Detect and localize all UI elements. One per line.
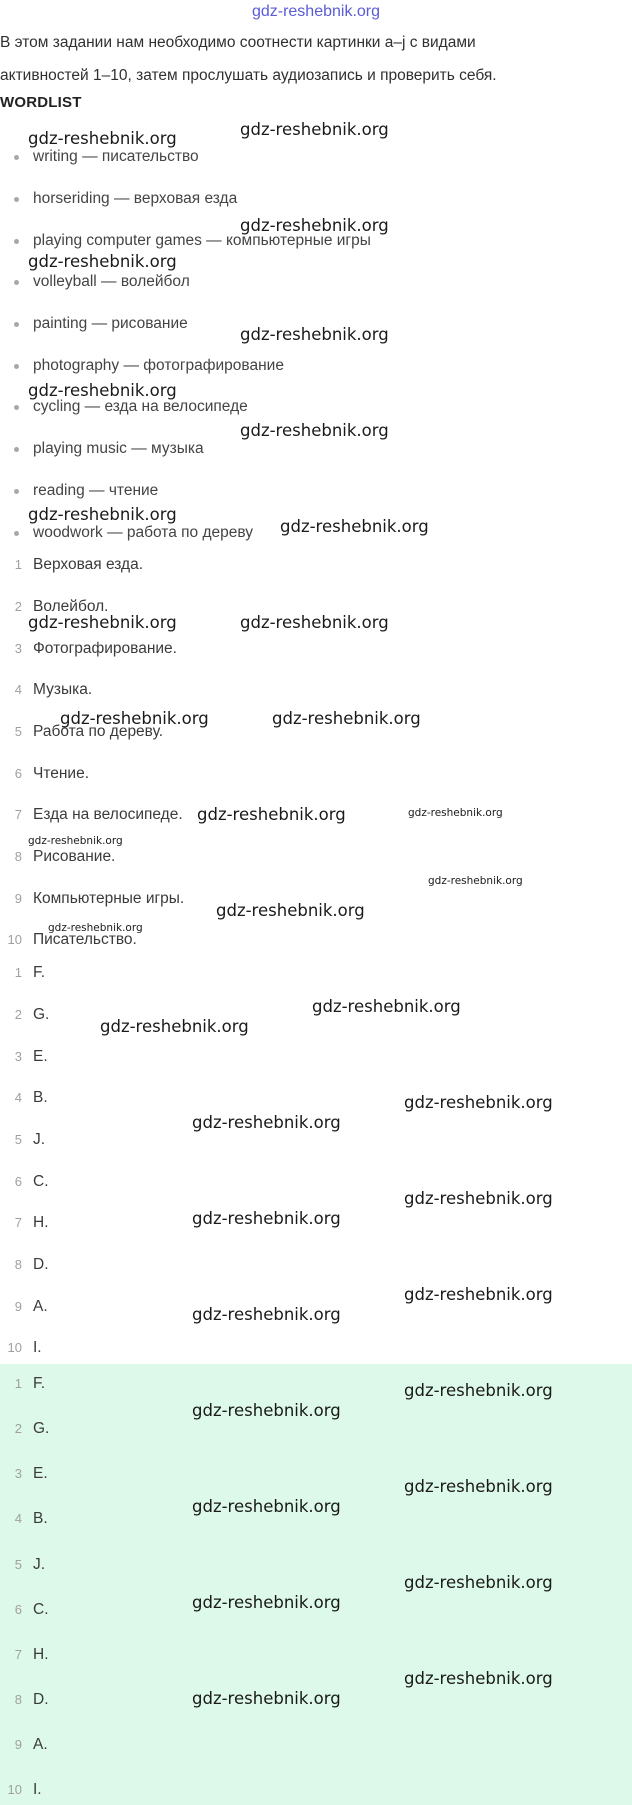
watermark: gdz-reshebnik.org <box>192 1209 341 1228</box>
bullet-icon <box>14 405 19 410</box>
watermark: gdz-reshebnik.org <box>192 1305 341 1324</box>
intro-line-1: В этом задании нам необходимо соотнести картинки a–j с видами <box>0 34 476 51</box>
watermark: gdz-reshebnik.org <box>312 997 461 1016</box>
wordlist-title: WORDLIST <box>0 94 82 111</box>
watermark: gdz-reshebnik.org <box>428 875 523 887</box>
bullet-icon <box>14 239 19 244</box>
watermark: gdz-reshebnik.org <box>28 381 177 400</box>
watermark: gdz-reshebnik.org <box>28 129 177 148</box>
watermark: gdz-reshebnik.org <box>240 216 389 235</box>
bullet-icon <box>14 489 19 494</box>
watermark: gdz-reshebnik.org <box>272 709 421 728</box>
watermark: gdz-reshebnik.org <box>240 120 389 139</box>
watermark: gdz-reshebnik.org <box>28 835 123 847</box>
watermark: gdz-reshebnik.org <box>28 252 177 271</box>
intro-line-2: активностей 1–10, затем прослушать аудиозапись и проверить себя. <box>0 67 497 84</box>
watermark: gdz-reshebnik.org <box>404 1285 553 1304</box>
watermark: gdz-reshebnik.org <box>216 901 365 920</box>
watermark: gdz-reshebnik.org <box>404 1381 553 1400</box>
watermark: gdz-reshebnik.org <box>280 517 429 536</box>
watermark: gdz-reshebnik.org <box>240 421 389 440</box>
watermark: gdz-reshebnik.org <box>404 1477 553 1496</box>
watermark: gdz-reshebnik.org <box>48 922 143 934</box>
watermark: gdz-reshebnik.org <box>28 613 177 632</box>
bullet-icon <box>14 364 19 369</box>
bullet-icon <box>14 322 19 327</box>
watermark: gdz-reshebnik.org <box>408 807 503 819</box>
watermark: gdz-reshebnik.org <box>240 613 389 632</box>
bullet-icon <box>14 197 19 202</box>
bullet-icon <box>14 280 19 285</box>
watermark: gdz-reshebnik.org <box>197 805 346 824</box>
intro-text <box>0 26 620 92</box>
watermark: gdz-reshebnik.org <box>404 1093 553 1112</box>
watermark: gdz-reshebnik.org <box>100 1017 249 1036</box>
site-link[interactable]: gdz-reshebnik.org <box>251 3 381 20</box>
watermark: gdz-reshebnik.org <box>404 1669 553 1688</box>
watermark: gdz-reshebnik.org <box>60 709 209 728</box>
watermark: gdz-reshebnik.org <box>192 1113 341 1132</box>
watermark: gdz-reshebnik.org <box>28 505 177 524</box>
bullet-icon <box>14 447 19 452</box>
watermark: gdz-reshebnik.org <box>192 1401 341 1420</box>
bullet-icon <box>14 155 19 160</box>
watermark: gdz-reshebnik.org <box>192 1593 341 1612</box>
watermark: gdz-reshebnik.org <box>240 325 389 344</box>
watermark: gdz-reshebnik.org <box>404 1189 553 1208</box>
watermark: gdz-reshebnik.org <box>404 1573 553 1592</box>
bullet-icon <box>14 531 19 536</box>
watermark: gdz-reshebnik.org <box>192 1689 341 1708</box>
watermark: gdz-reshebnik.org <box>192 1497 341 1516</box>
